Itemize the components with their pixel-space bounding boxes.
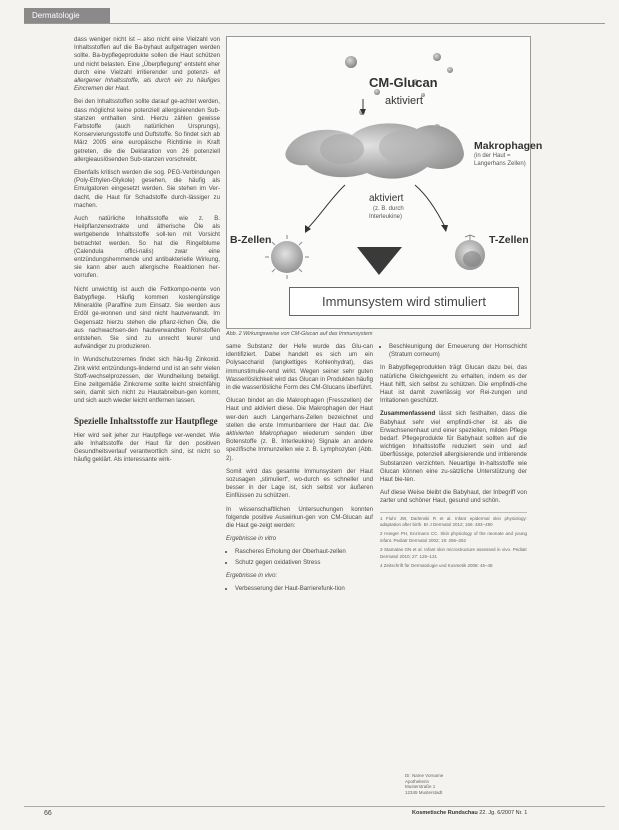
list-item: • Rascheres Erholung der Oberhaut-zellen	[235, 548, 373, 556]
author-note: Dr. Name Vorname Apothekerin Musterstraße 1 12345 Musterstadt	[405, 773, 444, 795]
b-cell	[265, 235, 309, 279]
down-arrow-icon	[357, 247, 402, 275]
paragraph: In Wundschutzcremes findet sich häu-fig Zinkoxid. Zink wirkt entzündungs-lindernd und ist an sehr vielen Stoff-wechselprozessen, der Wundheilung beteiligt. Eine zeitgemäße Zinkcreme sollte leicht streichfähig sein, damit sich nicht zu Hautabreibun-gen kommt, und sich auch wieder leicht entfernen lassen.	[74, 356, 220, 405]
paragraph: Auf diese Weise bleibt die Babyhaut, der Inbegriff von zarter und schöner Haut, gesund und schön.	[380, 489, 527, 505]
glucan-label: CM-Glucan	[369, 75, 438, 90]
result-box: Immunsystem wird stimuliert	[289, 287, 519, 316]
list-item: • Schutz gegen oxidativen Stress	[235, 559, 373, 567]
paragraph: Bei den Inhaltsstoffen sollte darauf ge-achtet werden, dass möglichst keine potenziell allergisierenden Sub-stanzen enthalten sind. Hierzu zählen gewisse Farbstoffe (auch natürlichen Ursprungs), Konservierungsstoffe und Duftstoffe. So findet sich ab März 2005 eine europäische Richtlinie in Kraft getreten, die die Deklaration von 26 potenziell allergieauslösenden Sub-stanzen vorschreibt.	[74, 98, 220, 163]
footnotes	[380, 512, 527, 570]
text-column-2	[226, 343, 373, 808]
activates-mid-sub: (z. B. durch	[373, 206, 404, 212]
macrophage-subtitle-2: Langerhans Zellen)	[474, 161, 526, 167]
paragraph: Zusammenfassend lässt sich festhalten, dass die Babyhaut sehr viel empfindli-cher ist als die Erwachsenenhaut und einer speziellen, milden Pflege bedarf. Pflegeprodukte für Babyhaut sollten auf die wichtigen Inhaltsstoffe reduziert sein und auf überflüssige, potenziell allergisierende und irritierende Substanzen verzichten. Neuartige In-haltsstoffe wie Glucan können eine zu-sätzliche Unterstützung der Haut bie-ten.	[380, 410, 527, 484]
t-cell	[455, 235, 485, 270]
list-item: • Beschleunigung der Erneuerung der Hornschicht (Stratum corneum)	[389, 343, 527, 359]
paragraph: In wissenschaftlichen Untersuchungen konnten folgende positive Auswirkun-gen von CM-Glucan auf die Haut ge-zeigt werden:	[226, 505, 373, 530]
footer-rule	[24, 806, 605, 807]
paragraph: Ebenfalls kritisch werden die sog. PEG-Verbindungen (Poly-Ethylen-Glykole) gesehen, die häufig als Emulgatoren eingesetzt werden. Sie stehen im Ver-dacht, die Haut für Schadstoffe durch-lässiger zu machen.	[74, 169, 220, 209]
paragraph: Glucan bindet an die Makrophagen (Fresszellen) der Haut und aktiviert diese. Die Makrophagen der Haut wer-den auch Langerhans-Zellen bezeichnet und stellen die erste Immunbarriere der Haut dar. Die aktivierten Makrophagen wiederum senden über Botenstoffe (z. B. Interleukine) Signale an andere spezifische Immunzellen wie z. B. Lymphozyten (Abb. 2).	[226, 397, 373, 462]
macrophage-title: Makrophagen	[474, 140, 543, 152]
macrophage-cell	[285, 123, 464, 178]
subheading: Spezielle Inhaltsstoffe zur Hautpflege	[74, 415, 218, 426]
vivo-list	[226, 585, 373, 593]
paragraph: dass weniger nicht ist – also nicht eine Vielzahl von Inhaltsstoffen auf die Ba-byhaut aufgetragen werden sollte. Ba-bypflegeprodukte sollen die Haut schützen und nicht belasten. Eine „Überpflegung“ entsteht eher durch eine Vielzahl irritierender und potenzi- ell allergener Inhaltsstoffe, als durch ein zu häufiges Eincremen der Haut.	[74, 36, 220, 93]
text-column-1	[74, 36, 220, 816]
results-label: Ergebnisse in vitro	[226, 535, 277, 543]
footnote: 3 Stamatas GN et al. Infant skin microstructure assessed in vivo. Pediatr Dermatol 2010; 27: 125–131	[380, 547, 527, 559]
paragraph: Somit wird das gesamte Immunsystem der Haut sozusagen „stimuliert“, wo-durch es schneller und besser in der Lage ist, sich selbst vor äußeren Einflüssen zu schützen.	[226, 467, 373, 500]
footnote: 1 Fluhr JW, Darlenski R et al. Infant epidermal skin physiology: adaptation after birth. Br J Dermatol 2012; 166: 483–490	[380, 515, 527, 528]
paragraph: Hier wird seit jeher zur Hautpflege ver-wendet. Wie alle Inhaltsstoffe der Haut für den positiven Gesundheitsverlauf verantwortlich sind, ist nicht so häufig geklärt. Als interessante wirk-	[74, 431, 220, 464]
paragraph: same Substanz der Hefe wurde das Glu-can identifiziert. Dabei handelt es sich um ein Polysaccharid (langkettiges Kohlenhydrat), das immunstimulie-rend wirkt. Wegen seiner sehr guten Wasserlöslichkeit wird das Glucan in Produkten häufig in die wasserlösliche Form des CM-Glucans überführt.	[226, 343, 373, 392]
paragraph: Auch natürliche Inhaltsstoffe wie z. B. Heilpflanzenextrakte und ätherische Öle als wertgebende Inhaltsstoffe soll-ten mit Vorsicht betrachtet werden. So hat die Ringelblume (Calendula offici-nalis) zwar eine entzündungshemmende und antibakterielle Wirkung, sie kann aber auch allergische Reaktionen her-vorrufen.	[74, 215, 220, 280]
tcells-label: T-Zellen	[489, 234, 529, 246]
section-header: Dermatologie	[24, 8, 110, 23]
page-number: 66	[44, 810, 52, 817]
figure-immune-diagram	[226, 36, 543, 329]
paragraph: In Babypflegeprodukten trägt Glucan dazu bei, das natürliche Gleichgewicht zu erhalten, indem es der Haut hilft, sich selbst zu schützen. Die empfindli-che Haut ist damit zuverlässig vor Rei-zungen und Irritationen geschützt.	[380, 364, 527, 405]
results-list	[226, 548, 373, 566]
vivo-label: Ergebnisse in vivo:	[226, 571, 278, 579]
footnote: 2 Hoeger PH, Enzmann CC. Skin physiology of the neonate and young infant. Pediatr Dermatol 2002; 19: 256–262	[380, 531, 527, 543]
header-rule	[24, 23, 605, 24]
figure-caption: Abb. 2 Wirkungsweise von CM-Glucan auf das Immunsystem	[226, 331, 373, 337]
paragraph: Nicht unwichtig ist auch die Fettkompo-nente von Babypflege. Häufig kommen kostengünstige Mineralöle (Paraffine zum Einsatz. Sie werden aus Erdöl ge-wonnen und sind nicht hautverwandt. Im Gegensatz hierzu stehen die pflanz-lichen Öle, die aus nachwachsen-den hautverwandten Rohstoffen entstehen. Sie sind zu unrecht teurer und aufwändiger zu produzieren.	[74, 285, 220, 351]
bullet-list	[380, 343, 527, 359]
activates-mid-sub-2: Interleukine)	[369, 214, 403, 220]
journal-name: Kosmetische Rundschau 22. Jg. 6/2007 Nr. 1	[412, 810, 528, 816]
activates-top-label: aktiviert	[385, 95, 423, 107]
text-column-3	[380, 343, 527, 808]
activates-mid-label: aktiviert	[369, 193, 404, 204]
list-item: • Verbesserung der Haut-Barrierefunk-tion	[235, 585, 373, 593]
macrophage-subtitle: (in der Haut =	[474, 153, 511, 159]
footnote: 4 Zeitschrift für Dermatologie und Kosmetik 2008: 45–48	[380, 563, 493, 569]
bcells-label: B-Zellen	[230, 234, 272, 246]
glucan-particles	[345, 53, 453, 130]
